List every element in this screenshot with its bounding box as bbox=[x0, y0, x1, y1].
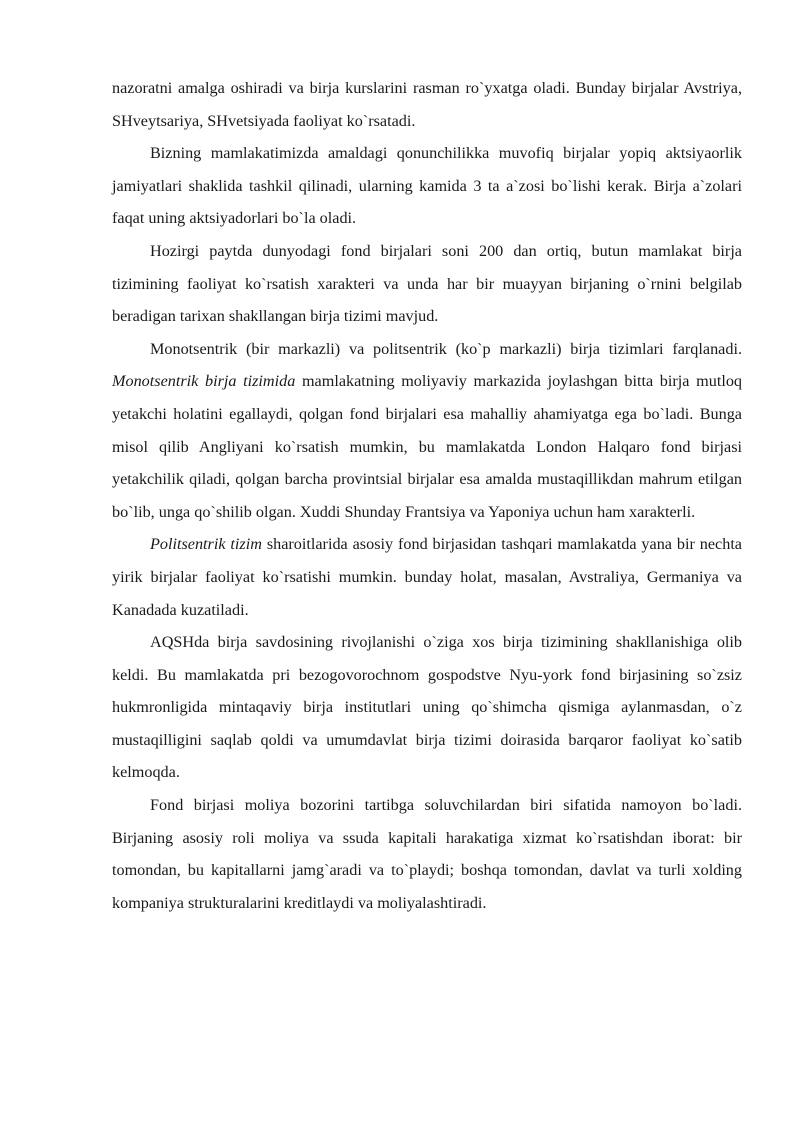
paragraph bbox=[112, 333, 742, 529]
paragraph bbox=[112, 137, 742, 235]
paragraph bbox=[112, 789, 742, 919]
paragraph bbox=[112, 626, 742, 789]
paragraph-text: sharoitlarida asosiy fond birjasidan tashqari mamlakatda yana bir nechta yirik birjalar faoliyat ko`rsatishi mumkin. bunday holat, masalan, Avstraliya, Germaniya va Kanadada kuzatiladi. bbox=[112, 535, 742, 619]
italic-term: Monotsentrik birja tizimida bbox=[112, 372, 296, 391]
paragraph-text: Hozirgi paytda dunyodagi fond birjalari soni 200 dan ortiq, butun mamlakat birja tizimining faoliyat ko`rsatish xarakteri va unda har bir muayyan birjaning o`rnini belgilab beradigan tarixan shakllangan birja tizimi mavjud. bbox=[112, 241, 742, 326]
paragraph-text: nazoratni amalga oshiradi va birja kurslarini rasman ro`yxatga oladi. Bunday birjalar Avstriya, SHveytsariya, SHvetsiyada faoliyat ko`rsatadi. bbox=[112, 79, 742, 130]
paragraph bbox=[112, 72, 742, 137]
paragraph bbox=[112, 235, 742, 333]
paragraph bbox=[112, 528, 742, 626]
paragraph-text: AQSHda birja savdosining rivojlanishi o`ziga xos birja tizimining shakllanishiga olib keldi. Bu mamlakatda pri bezogovorochnom gospodstve Nyu-york fond birjasining so`zsiz hukmronligida mintaqaviy birja institutlari uning qo`shimcha qismiga aylanmasdan, o`z mustaqilligini saqlab qoldi va umumdavlat birja tizimi doirasida barqaror faoliyat ko`satib kelmoqda. bbox=[112, 633, 742, 782]
paragraph-text: Bizning mamlakatimizda amaldagi qonunchilikka muvofiq birjalar yopiq aktsiyaorlik jamiyatlari shaklida tashkil qilinadi, ularning kamida 3 ta a`zosi bo`lishi kerak. Birja a`zolari faqat uning aktsiyadorlari bo`la oladi. bbox=[112, 144, 742, 228]
paragraph-text: Monotsentrik (bir markazli) va politsentrik (ko`p markazli) birja tizimlari farqlanadi. bbox=[150, 339, 742, 358]
paragraph-text: mamlakatning moliyaviy markazida joylashgan bitta birja mutloq yetakchi holatini egallaydi, qolgan fond birjalari esa mahalliy ahamiyatga ega bo`ladi. Bunga misol qilib Angliyani ko`rsatish mumkin, bu mamlakatda London Halqaro fond birjasi yetakchilik qiladi, qolgan barcha provintsial birjalar esa amalda mustaqillikdan mahrum etilgan bo`lib, unga qo`shilib olgan. Xuddi Shunday Frantsiya va Yaponiya uchun ham xarakterli. bbox=[112, 372, 743, 521]
paragraph-text: Fond birjasi moliya bozorini tartibga soluvchilardan biri sifatida namoyon bo`ladi. Birjaning asosiy roli moliya va ssuda kapitali harakatiga xizmat ko`rsatishdan iborat: bir tomondan, bu kapitallarni jamg`aradi va to`playdi; boshqa tomondan, davlat va turli xolding kompaniya strukturalarini kreditlaydi va moliyalashtiradi. bbox=[112, 796, 742, 912]
document-page bbox=[112, 72, 742, 919]
italic-term: Politsentrik tizim bbox=[150, 535, 262, 554]
